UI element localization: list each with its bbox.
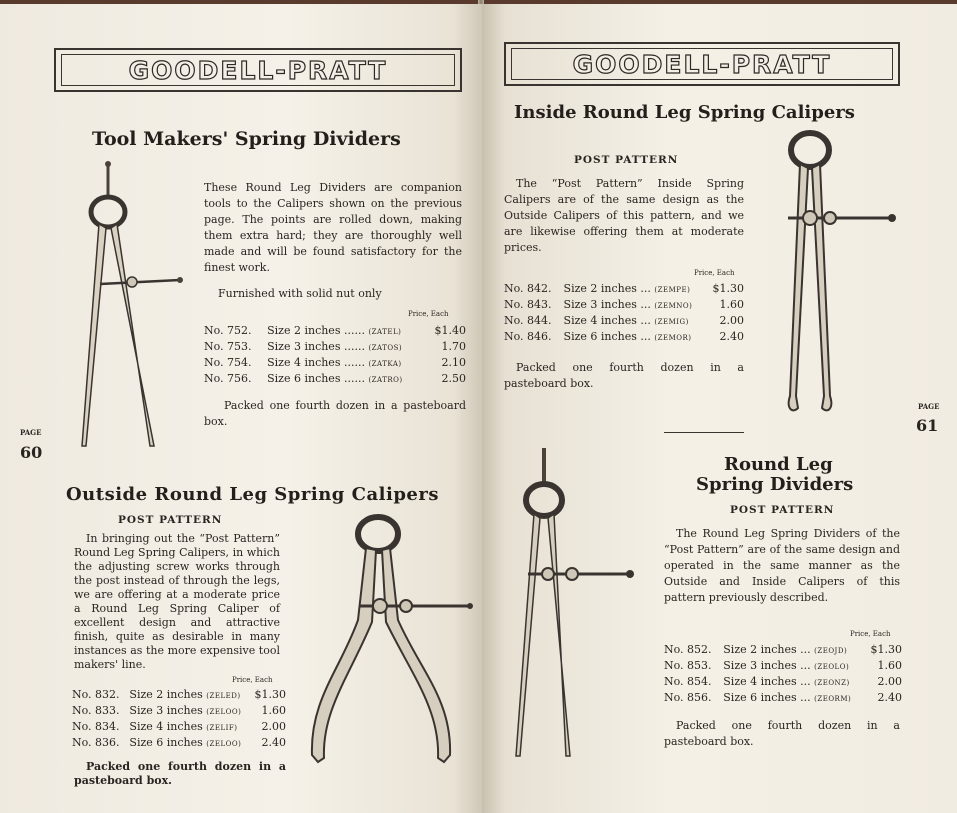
table-row: No. 852. Size 2 inches ... (ZEOJD) $1.30 bbox=[664, 642, 902, 656]
item-code: (ZELOO) bbox=[206, 707, 242, 716]
page-number: 61 bbox=[916, 416, 939, 435]
item-price: 2.50 bbox=[441, 371, 466, 385]
item-size: Size 3 inches bbox=[563, 297, 637, 311]
item-price: 2.40 bbox=[877, 690, 902, 704]
brand-banner bbox=[504, 42, 900, 86]
item-price: 1.70 bbox=[441, 339, 466, 353]
item-price: 2.40 bbox=[261, 735, 286, 749]
table-row: No. 843. Size 3 inches ... (ZEMNO) 1.60 bbox=[504, 297, 744, 311]
item-price: 2.40 bbox=[719, 329, 744, 343]
item-size: Size 2 inches bbox=[723, 642, 797, 656]
outside-calipers-description: In bringing out the “Post Pattern” Round Leg Spring Calipers, in which the adjusting screw works through the post instead of through the legs, we are offering at a moderate price a Round Leg Spring Caliper of excellent design and attractive finish, quite as desirable in many instances as the more expensive tool makers' line. bbox=[74, 532, 280, 671]
item-size: Size 6 inches bbox=[723, 690, 797, 704]
item-number: No. 832. bbox=[72, 687, 120, 701]
item-code: (ZELED) bbox=[206, 691, 241, 700]
table-row bbox=[72, 734, 286, 750]
table-row: No. 856. Size 6 inches ... (ZEORM) 2.40 bbox=[664, 690, 902, 704]
item-price: $1.30 bbox=[870, 642, 902, 656]
round-leg-divider-illustration bbox=[510, 444, 640, 762]
item-code: (ZEMPE) bbox=[654, 285, 691, 294]
item-size: Size 3 inches bbox=[267, 339, 341, 353]
item-code: (ZATRO) bbox=[368, 375, 403, 384]
table-row: No. 756. Size 6 inches ...... (ZATRO) 2.50 bbox=[204, 371, 466, 385]
item-code: (ZEONZ) bbox=[814, 678, 850, 687]
item-number: No. 752. bbox=[204, 323, 252, 337]
page-label: PAGE bbox=[918, 402, 940, 411]
item-number: No. 843. bbox=[504, 297, 552, 311]
table-row: No. 754. Size 4 inches ...... (ZATKA) 2.10 bbox=[204, 355, 466, 369]
item-number: No. 753. bbox=[204, 339, 252, 353]
item-size: Size 2 inches bbox=[563, 281, 637, 295]
item-price: 1.60 bbox=[719, 297, 744, 311]
inside-calipers-description: The “Post Pattern” Inside Spring Calipers are of the same design as the Outside Calipers of this pattern, and we are likewise offering them at moderate prices. bbox=[504, 177, 744, 254]
item-price: 2.10 bbox=[441, 355, 466, 369]
item-number: No. 852. bbox=[664, 642, 712, 656]
inside-caliper-illustration bbox=[772, 126, 902, 418]
price-header: Price, Each bbox=[408, 310, 449, 318]
item-number: No. 854. bbox=[664, 674, 712, 688]
item-price: $1.30 bbox=[712, 281, 744, 295]
item-size: Size 2 inches bbox=[129, 687, 203, 701]
item-code: (ZEOLO) bbox=[814, 662, 850, 671]
price-table bbox=[504, 280, 744, 344]
page-label: PAGE bbox=[20, 428, 42, 437]
item-number: No. 846. bbox=[504, 329, 552, 343]
item-code: (ZEMNO) bbox=[654, 301, 693, 310]
section-title-line1: Round Leg bbox=[724, 454, 833, 475]
table-row bbox=[72, 718, 286, 734]
table-row: No. 842. Size 2 inches ... (ZEMPE) $1.30 bbox=[504, 281, 744, 295]
packed-note: Packed one fourth dozen in a pasteboard box. bbox=[74, 760, 286, 787]
item-number: No. 842. bbox=[504, 281, 552, 295]
item-code: (ZATEL) bbox=[368, 327, 402, 336]
item-number: No. 834. bbox=[72, 719, 120, 733]
table-row: No. 753. Size 3 inches ...... (ZATOS) 1.70 bbox=[204, 339, 466, 353]
item-number: No. 756. bbox=[204, 371, 252, 385]
item-price: $1.30 bbox=[254, 687, 286, 701]
table-row: No. 846. Size 6 inches ... (ZEMOR) 2.40 bbox=[504, 329, 744, 343]
item-size: Size 4 inches bbox=[563, 313, 637, 327]
section-subtitle: POST PATTERN bbox=[118, 514, 223, 526]
item-number: No. 836. bbox=[72, 735, 120, 749]
table-row: No. 853. Size 3 inches ... (ZEOLO) 1.60 bbox=[664, 658, 902, 672]
item-size: Size 6 inches bbox=[129, 735, 203, 749]
brand-name: GOODELL-PRATT bbox=[128, 55, 388, 85]
section-divider bbox=[664, 432, 744, 433]
packed-note: Packed one fourth dozen in a pasteboard box. bbox=[204, 399, 466, 428]
item-code: (ZEORM) bbox=[814, 694, 852, 703]
right-page bbox=[482, 4, 957, 813]
table-row bbox=[72, 702, 286, 718]
item-size: Size 4 inches bbox=[129, 719, 203, 733]
table-row: No. 854. Size 4 inches ... (ZEONZ) 2.00 bbox=[664, 674, 902, 688]
item-code: (ZATOS) bbox=[368, 343, 403, 352]
item-size: Size 4 inches bbox=[267, 355, 341, 369]
item-price: 1.60 bbox=[261, 703, 286, 717]
item-code: (ZEMOR) bbox=[654, 333, 692, 342]
item-size: Size 3 inches bbox=[723, 658, 797, 672]
item-code: (ZEOJD) bbox=[814, 646, 848, 655]
item-size: Size 6 inches bbox=[267, 371, 341, 385]
item-price: 1.60 bbox=[877, 658, 902, 672]
price-header: Price, Each bbox=[232, 676, 273, 684]
table-row: No. 844. Size 4 inches ... (ZEMIG) 2.00 bbox=[504, 313, 744, 327]
item-code: (ZATKA) bbox=[368, 359, 402, 368]
item-size: Size 4 inches bbox=[723, 674, 797, 688]
item-number: No. 844. bbox=[504, 313, 552, 327]
furnished-note: Furnished with solid nut only bbox=[218, 287, 382, 300]
page-number: 60 bbox=[20, 443, 43, 462]
round-leg-dividers-description: The Round Leg Spring Dividers of the “Post Pattern” are of the same design and operated in the same manner as the Outside and Inside Calipers of this pattern previously described. bbox=[664, 527, 900, 604]
packed-note: Packed one fourth dozen in a pasteboard box. bbox=[504, 361, 744, 390]
price-table bbox=[664, 641, 902, 705]
left-page bbox=[0, 4, 482, 813]
table-row bbox=[72, 686, 286, 702]
item-number: No. 856. bbox=[664, 690, 712, 704]
section-subtitle: POST PATTERN bbox=[730, 504, 835, 516]
item-number: No. 754. bbox=[204, 355, 252, 369]
table-row: No. 752. Size 2 inches ...... (ZATEL) $1.40 bbox=[204, 323, 466, 337]
item-price: 2.00 bbox=[719, 313, 744, 327]
item-price: 2.00 bbox=[877, 674, 902, 688]
item-number: No. 853. bbox=[664, 658, 712, 672]
brand-name: GOODELL-PRATT bbox=[572, 49, 832, 79]
brand-banner bbox=[54, 48, 462, 92]
section-title: Inside Round Leg Spring Calipers bbox=[514, 102, 855, 123]
item-size: Size 6 inches bbox=[563, 329, 637, 343]
section-title: Tool Makers' Spring Dividers bbox=[92, 128, 401, 150]
section-subtitle: POST PATTERN bbox=[574, 154, 679, 166]
item-number: No. 833. bbox=[72, 703, 120, 717]
price-table bbox=[204, 322, 466, 386]
price-header: Price, Each bbox=[694, 269, 735, 277]
item-size: Size 2 inches bbox=[267, 323, 341, 337]
price-header: Price, Each bbox=[850, 630, 891, 638]
tool-makers-description: These Round Leg Dividers are companion tools to the Calipers shown on the previous page. The points are rolled down, making them extra hard; they are thoroughly well made and will be found satisfactory for the finest work. bbox=[204, 181, 462, 274]
item-code: (ZELIF) bbox=[206, 723, 238, 732]
section-title-line2: Spring Dividers bbox=[696, 474, 854, 495]
item-code: (ZELOO) bbox=[206, 739, 242, 748]
item-code: (ZEMIG) bbox=[654, 317, 689, 326]
item-price: 2.00 bbox=[261, 719, 286, 733]
tool-makers-divider-illustration bbox=[70, 156, 190, 454]
outside-caliper-illustration bbox=[300, 510, 480, 800]
price-table bbox=[72, 686, 286, 750]
item-price: $1.40 bbox=[434, 323, 466, 337]
packed-note: Packed one fourth dozen in a pasteboard box. bbox=[664, 719, 900, 748]
item-size: Size 3 inches bbox=[129, 703, 203, 717]
section-title: Outside Round Leg Spring Calipers bbox=[66, 484, 439, 505]
